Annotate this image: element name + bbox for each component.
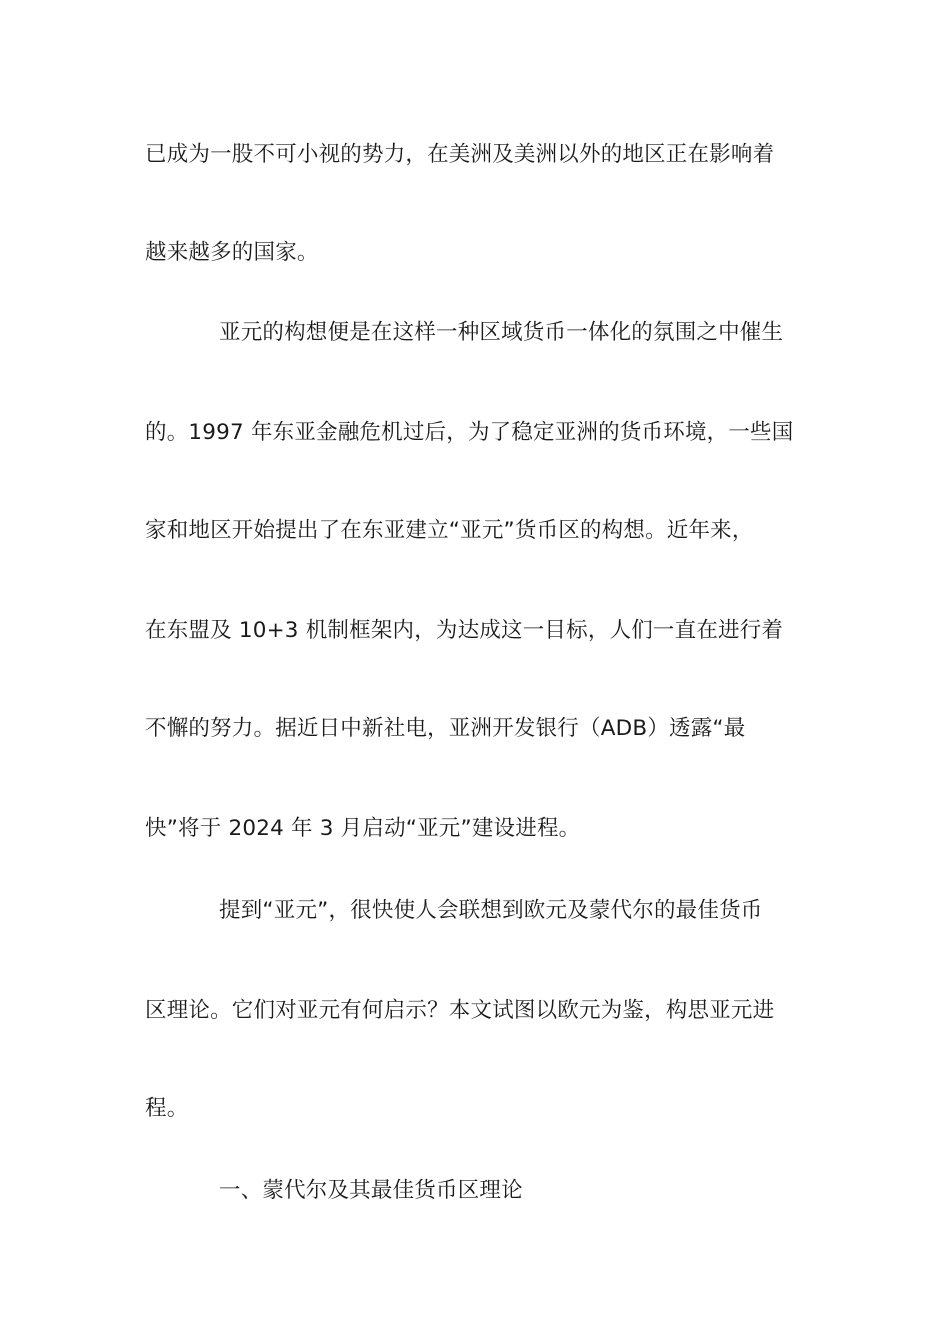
paragraph-line: 已成为一股不可小视的势力，在美洲及美洲以外的地区正在影响着 bbox=[145, 142, 775, 167]
paragraph-line: 提到“亚元”，很快使人会联想到欧元及蒙代尔的最佳货币 bbox=[219, 898, 763, 923]
paragraph-line: 亚元的构想便是在这样一种区域货币一体化的氛围之中催生 bbox=[219, 320, 784, 345]
paragraph-line: 不懈的努力。据近日中新社电，亚洲开发银行（ADB）透露“最 bbox=[145, 716, 746, 741]
paragraph-line: 快”将于 2024 年 3 月启动“亚元”建设进程。 bbox=[145, 816, 581, 841]
paragraph-line: 区理论。它们对亚元有何启示？本文试图以欧元为鉴，构思亚元进 bbox=[145, 998, 775, 1023]
paragraph-line: 的。1997 年东亚金融危机过后，为了稳定亚洲的货币环境，一些国 bbox=[145, 420, 794, 445]
section-heading: 一、蒙代尔及其最佳货币区理论 bbox=[219, 1178, 523, 1203]
paragraph-line: 在东盟及 10+3 机制框架内，为达成这一目标，人们一直在进行着 bbox=[145, 618, 784, 643]
paragraph-line: 家和地区开始提出了在东亚建立“亚元”货币区的构想。近年来， bbox=[145, 518, 754, 543]
paragraph-line: 越来越多的国家。 bbox=[145, 240, 319, 265]
paragraph-line: 程。 bbox=[145, 1096, 189, 1121]
